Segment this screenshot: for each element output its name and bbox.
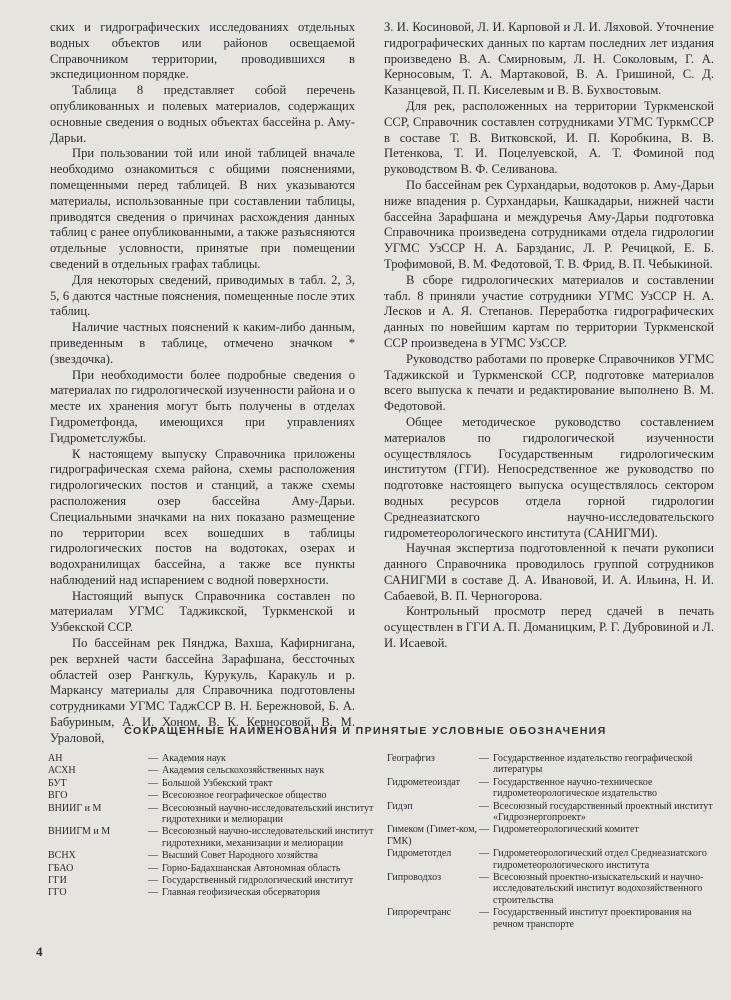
paragraph: Научная экспертиза подготовленной к печати рукописи данного Справочника проводилось группой сотрудников САНИГМИ в составе Д. А. Ивановой, И. А. Ильина, Н. И. Сабаевой, В. П. Черногорова. [384, 541, 714, 603]
paragraph: При пользовании той или иной таблицей вначале необходимо ознакомиться с общими пояснениями, помещенными перед таблицей. В них указываются материалы, использованные при составлении таблицы, приводятся сведения о причинах расхождения данных таблиц с ранее опубликованными, а также разъясняются отдельные условности, принятые при помещении сведений в отдельных графах таблицы. [50, 146, 355, 271]
abbreviation-row [387, 872, 721, 906]
paragraph: Наличие частных пояснений к каким-либо данным, приведенным в таблице, отмечено значком * (звездочка). [50, 320, 355, 366]
abbreviation-term: ВСНХ [48, 850, 76, 862]
abbreviation-definition: Государственное издательство географической литературы [493, 753, 693, 776]
abbreviation-definition: Государственный гидрологический институт [162, 875, 354, 887]
abbreviation-definition: Гидрометеорологический комитет [493, 824, 639, 836]
text-column-left [50, 20, 355, 747]
abbreviation-term: АСХН [48, 765, 76, 777]
abbreviation-row [48, 826, 378, 849]
paragraph: По бассейнам рек Пянджа, Вахша, Кафирнигана, рек верхней части бассейна Зарафшана, бессточных областей озер Рангкуль, Курукуль, Каракуль и р. Маркансу материалы для Справочника подготовлены сотрудниками УГМС ТаджССР В. Н. Бережновой, Б. А. Бабуриным, А. И. Хоном, В. К. Керносовой, В. М. Ураловой, [50, 636, 355, 745]
abbreviation-row [48, 863, 378, 874]
dash: — [479, 800, 489, 812]
abbreviation-term: АН [48, 753, 63, 764]
dash: — [148, 777, 158, 789]
abbreviation-row [48, 753, 378, 764]
paragraph: В сборе гидрологических материалов и составлении табл. 8 приняли участие сотрудники УГМС УзССР Н. А. Лесков и А. Я. Степанов. Переработка гидрографических данных по новейшим картам по территории Туркменской ССР произведена в УГМС УзССР. [384, 272, 714, 350]
dash: — [479, 907, 489, 919]
paragraph: К настоящему выпуску Справочника приложены гидрографическая схема района, схемы расположения гидрологических постов и станций, а также схемы расположения озер бассейна Аму-Дарьи. Специальными значками на них показано размещение по территории всех вошедших в таблицы гидрологических постов на водотоках, озерах и водохранилищах бассейна, а также все пункты наблюдений над испарением с водной поверхности. [50, 446, 355, 587]
abbreviation-row [387, 753, 721, 776]
abbreviation-row [48, 850, 378, 861]
abbreviation-term: ГГО [48, 887, 67, 899]
abbreviation-definition: Всесоюзное географическое общество [162, 790, 327, 802]
dash: — [148, 826, 158, 838]
abbreviation-definition: Главная геофизическая обсерватория [162, 887, 321, 899]
dash: — [479, 824, 489, 836]
paragraph: З. И. Косиновой, Л. И. Карповой и Л. И. Ляховой. Уточнение гидрографических данных по картам последних лет издания произведено В. А. Смирновым, Л. Н. Соколовым, Г. А. Керносовым, Т. А. Мартаковой, В. А. Гришиной, С. Д. Казанцевой, П. П. Киселевым и В. В. Бухвостовым. [384, 20, 714, 98]
abbreviation-term: Гидэп [387, 800, 413, 812]
abbreviation-term: БУТ [48, 777, 67, 789]
abbreviation-row [48, 765, 378, 776]
abbreviation-definition: Академия сельскохозяйственных наук [162, 765, 325, 777]
abbreviations-heading: СОКРАЩЕННЫЕ НАИМЕНОВАНИЯ И ПРИНЯТЫЕ УСЛОВНЫЕ ОБОЗНАЧЕНИЯ [124, 725, 607, 737]
dash: — [148, 765, 158, 777]
dash: — [479, 848, 489, 860]
abbreviation-row [387, 777, 721, 800]
abbreviation-term: Гидрометотдел [387, 848, 452, 860]
abbreviation-term: ВНИИГМ и М [48, 826, 111, 838]
abbreviation-row [387, 848, 721, 871]
paragraph: По бассейнам рек Сурхандарьи, водотоков р. Аму-Дарьи ниже впадения р. Сурхандарьи, Кашкадарьи, нижней части бассейна Зарафшана и междуречья Аму-Дарьи подготовка Справочника произведена сотрудниками отдела гидрологии УГМС УзССР Н. А. Барзданис, Л. Р. Речицкой, Е. Б. Трофимовой, В. М. Федотовой, Т. В. Фрид, В. П. Чебыкиной. [384, 177, 714, 271]
abbreviation-term: ГБАО [48, 862, 74, 874]
dash: — [479, 872, 489, 884]
abbreviation-row [48, 790, 378, 801]
paragraph: Настоящий выпуск Справочника составлен по материалам УГМС Таджикской, Туркменской и Узбекской ССР. [50, 588, 355, 635]
paragraph: Общее методическое руководство составлением материалов по гидрологической изученности осуществлялось Государственным гидрологическим институтом (ГГИ). Непосредственное же руководство по подготовке настоящего выпуска осуществлялось сектором водных ресурсов отдела горной гидрологии Среднеазиатского научно-исследовательского гидрометеорологического института (САНИГМИ). [384, 414, 714, 540]
dash: — [148, 802, 158, 814]
abbreviation-term: Гимеком (Гимет-ком, ГМК) [387, 824, 478, 847]
abbreviation-row [48, 875, 378, 886]
paragraph: При необходимости более подробные сведения о материалах по гидрологической изученности района и о месте их хранения могут быть получены в отделах Гидрометфонда, имеющихся при управлениях Гидрометслужбы. [50, 367, 355, 445]
abbreviation-definition: Гидрометеорологический отдел Среднеазиатского гидрометеорологического института [493, 848, 707, 871]
abbreviation-term: Гипроводхоз [387, 872, 442, 884]
paragraph: Руководство работами по проверке Справочников УГМС Таджикской и Туркменской ССР, подготовке материалов всего выпуска к печати и редактирование выполнено В. М. Федотовой. [384, 351, 714, 414]
paragraph: Для некоторых сведений, приводимых в табл. 2, 3, 5, 6 даются частные пояснения, помещенные после этих таблиц. [50, 272, 355, 319]
abbreviation-row [48, 803, 378, 826]
paragraph: Контрольный просмотр перед сдачей в печать осуществлен в ГГИ А. П. Доманицким, Р. Г. Дубровиной и Л. И. Исаевой. [384, 604, 714, 651]
abbreviation-definition: Горно-Бадахшанская Автономная область [162, 862, 341, 874]
abbreviation-row [387, 801, 721, 824]
paragraph: Для рек, расположенных на территории Туркменской ССР, Справочник составлен сотрудниками УГМС ТуркмССР в составе Т. В. Витковской, И. П. Коробкина, В. В. Петенкова, Т. И. Поцелуевской, А. Т. Фоминой под руководством В. Ф. Селиванова. [384, 98, 714, 177]
abbreviation-definition: Академия наук [162, 753, 226, 764]
abbreviation-definition: Государственный институт проектирования на речном транспорте [493, 907, 692, 930]
abbreviation-definition: Всесоюзный научно-исследовательский институт гидротехники и мелиорации [162, 802, 374, 826]
dash: — [148, 887, 158, 899]
abbreviation-definition: Большой Узбекский тракт [162, 777, 273, 789]
dash: — [479, 753, 489, 764]
paragraph: Таблица 8 представляет собой перечень опубликованных и полевых материалов, содержащих основные сведения о водных объектах бассейна р. Аму-Дарьи. [50, 83, 355, 145]
dash: — [148, 850, 158, 862]
abbreviation-row [387, 907, 721, 930]
dash: — [148, 875, 158, 887]
dash: — [479, 776, 489, 788]
abbreviations-list-right [387, 753, 721, 931]
text-column-right [384, 20, 714, 652]
dash: — [148, 753, 158, 764]
dash: — [148, 790, 158, 802]
abbreviation-term: ГГИ [48, 875, 67, 887]
abbreviation-term: Гидрометеоиздат [387, 776, 460, 788]
abbreviation-row [387, 824, 721, 847]
abbreviation-definition: Всесоюзный научно-исследовательский институт гидротехники, механизации и мелиорации [162, 826, 374, 849]
abbreviation-term: ВНИИГ и М [48, 802, 102, 814]
abbreviation-row [48, 887, 378, 898]
page-number: 4 [36, 944, 43, 959]
abbreviation-definition: Всесоюзный государственный проектный институт «Гидроэнергопроект» [493, 800, 713, 824]
abbreviation-term: Гипроречтранс [387, 907, 452, 919]
abbreviation-term: ВГО [48, 790, 68, 802]
paragraph: ских и гидрографических исследованиях отдельных водных объектов или районов освещаемой Справочником территории, проводившихся в экспедиционном порядке. [50, 20, 355, 82]
abbreviations-list-left [48, 753, 378, 900]
abbreviation-term: Географгиз [387, 753, 435, 764]
abbreviation-definition: Государственное научно-техническое гидрометеорологическое издательство [493, 776, 658, 800]
abbreviation-definition: Всесоюзный проектно-изыскательский и научно-исследовательский институт водохозяйственного строительства [493, 872, 704, 906]
abbreviation-row [48, 778, 378, 789]
dash: — [148, 862, 158, 874]
abbreviation-definition: Высший Совет Народного хозяйства [162, 850, 318, 862]
